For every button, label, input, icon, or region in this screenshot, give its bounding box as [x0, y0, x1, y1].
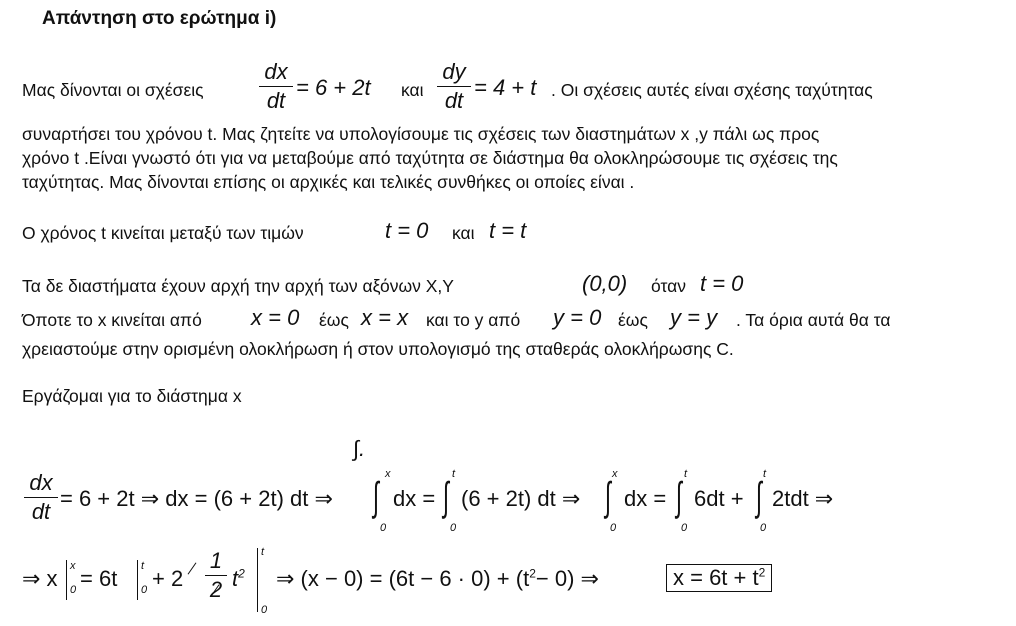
deriv-row2-d: $t^2$ — [232, 566, 245, 591]
int1-lower: 0 — [380, 522, 387, 534]
dist-line-m: t = 0 — [700, 271, 744, 296]
int2-lower: 0 — [450, 522, 457, 534]
limits-t2: έως — [319, 310, 349, 330]
limits-line2: χρειαστούμε στην ορισμένη ολοκλήρωση ή στον υπολογισμό της σταθεράς ολοκλήρωσης C. — [22, 339, 734, 359]
dist-line-when: όταν — [651, 276, 687, 296]
limits-m4: y = y — [670, 305, 718, 330]
deriv-row2-e: ⇒ $(x - 0) = (6t - 6 \cdot 0) + (t^2- 0)$ ⇒ — [276, 566, 599, 591]
limits-t4: έως — [618, 310, 648, 330]
eq1-fraction — [259, 59, 293, 114]
section-heading: Απάντηση στο ερώτημα i) — [42, 8, 277, 29]
half-numerator: 1 — [209, 548, 223, 573]
dist-line-text: Τα δε διαστήματα έχουν αρχή την αρχή των αξόνων X,Y — [22, 276, 454, 296]
deriv-row2-b: = 6t — [80, 566, 118, 591]
limits-m3: y = 0 — [553, 305, 602, 330]
para1-start: Μας δίνονται οι σχέσεις — [22, 80, 204, 100]
para1-line2: συναρτήσει του χρόνου t. Μας ζητείτε να υπολογίσουμε τις σχέσεις των διαστημάτων x ,y πάλι ως προς — [22, 124, 820, 144]
deriv-row2-c: + 2 — [152, 566, 184, 591]
int3-upper: x — [612, 468, 618, 480]
work-line: Εργάζομαι για το διάστημα x — [22, 386, 242, 406]
time-line-m1: t = 0 — [385, 218, 429, 243]
eval3-lower: 0 — [261, 604, 268, 616]
limits-m1: x = 0 — [251, 305, 300, 330]
deriv-frac-bar — [24, 497, 58, 498]
integral-sign-1: ∫ — [373, 475, 380, 519]
eq2-fraction — [437, 59, 471, 114]
deriv-row2-a: ⇒ x — [22, 566, 58, 591]
deriv-row1-part3: (6 + 2t) dt ⇒ — [461, 486, 581, 511]
answer-box: $x = 6t + t^2$ — [666, 564, 772, 592]
integral-sign-3: ∫ — [605, 475, 612, 519]
para1-and: και — [401, 80, 424, 100]
integral-sign-4: ∫ — [676, 475, 683, 519]
deriv-fraction — [24, 470, 58, 525]
eval3-upper: t — [261, 546, 265, 558]
limits-t3: και το y από — [426, 310, 521, 330]
eq2-denominator: dt — [444, 88, 464, 113]
int3-lower: 0 — [610, 522, 617, 534]
int4-upper: t — [684, 468, 688, 480]
integral-sign-5: ∫ — [756, 475, 763, 519]
deriv-row1-part4: dx = — [624, 486, 667, 511]
limits-t5: . Τα όρια αυτά θα τα — [736, 310, 891, 330]
half-bar — [205, 575, 227, 576]
eq2-numerator: dy — [442, 59, 466, 84]
eval-bar-1 — [66, 560, 67, 600]
deriv-row1-part5: 6dt + — [694, 486, 744, 511]
stray-integral-mark: ∫. — [353, 436, 366, 461]
half-fraction — [205, 548, 227, 603]
time-line-m2: t = t — [489, 218, 527, 243]
time-line-and: και — [452, 223, 475, 243]
half-denominator: 2 — [209, 577, 223, 602]
int1-upper: x — [385, 468, 391, 480]
eval-bar-3 — [257, 548, 258, 612]
deriv-frac-numerator: dx — [29, 470, 53, 495]
para1-end: . Οι σχέσεις αυτές είναι σχέσης ταχύτητας — [551, 80, 873, 100]
int4-lower: 0 — [681, 522, 688, 534]
int5-lower: 0 — [760, 522, 767, 534]
eq1-fraction-bar — [259, 86, 293, 87]
eval1-upper: x — [70, 560, 76, 572]
eq1-numerator: dx — [264, 59, 288, 84]
limits-t1: Όποτε το x κινείται από — [22, 310, 202, 330]
int2-upper: t — [452, 468, 456, 480]
cancel-stroke-1 — [188, 562, 197, 574]
eq1-rhs: = 6 + 2t — [296, 75, 371, 100]
deriv-row1-part2: dx = — [393, 486, 436, 511]
para1-line4: ταχύτητας. Μας δίνονται επίσης οι αρχικές και τελικές συνθήκες οι οποίες είναι . — [22, 172, 635, 192]
integral-sign-2: ∫ — [443, 475, 450, 519]
eval-bar-2 — [137, 560, 138, 600]
eval2-lower: 0 — [141, 584, 148, 596]
eq2-rhs: = 4 + t — [474, 75, 537, 100]
para1-line3: χρόνο t .Είναι γνωστό ότι για να μεταβούμε από ταχύτητα σε διάστημα θα ολοκληρώσουμε τις σχέσεις της — [22, 148, 838, 168]
limits-m2: x = x — [361, 305, 409, 330]
eq2-fraction-bar — [437, 86, 471, 87]
eval1-lower: 0 — [70, 584, 77, 596]
deriv-row1-part6: 2tdt ⇒ — [772, 486, 834, 511]
deriv-frac-denominator: dt — [31, 499, 51, 524]
int5-upper: t — [763, 468, 767, 480]
deriv-row1-part1: = 6 + 2t ⇒ dx = (6 + 2t) dt ⇒ — [60, 486, 333, 511]
eval2-upper: t — [141, 560, 145, 572]
time-line-text: Ο χρόνος t κινείται μεταξύ των τιμών — [22, 223, 304, 243]
eq1-denominator: dt — [266, 88, 286, 113]
dist-line-origin: (0,0) — [582, 271, 628, 296]
